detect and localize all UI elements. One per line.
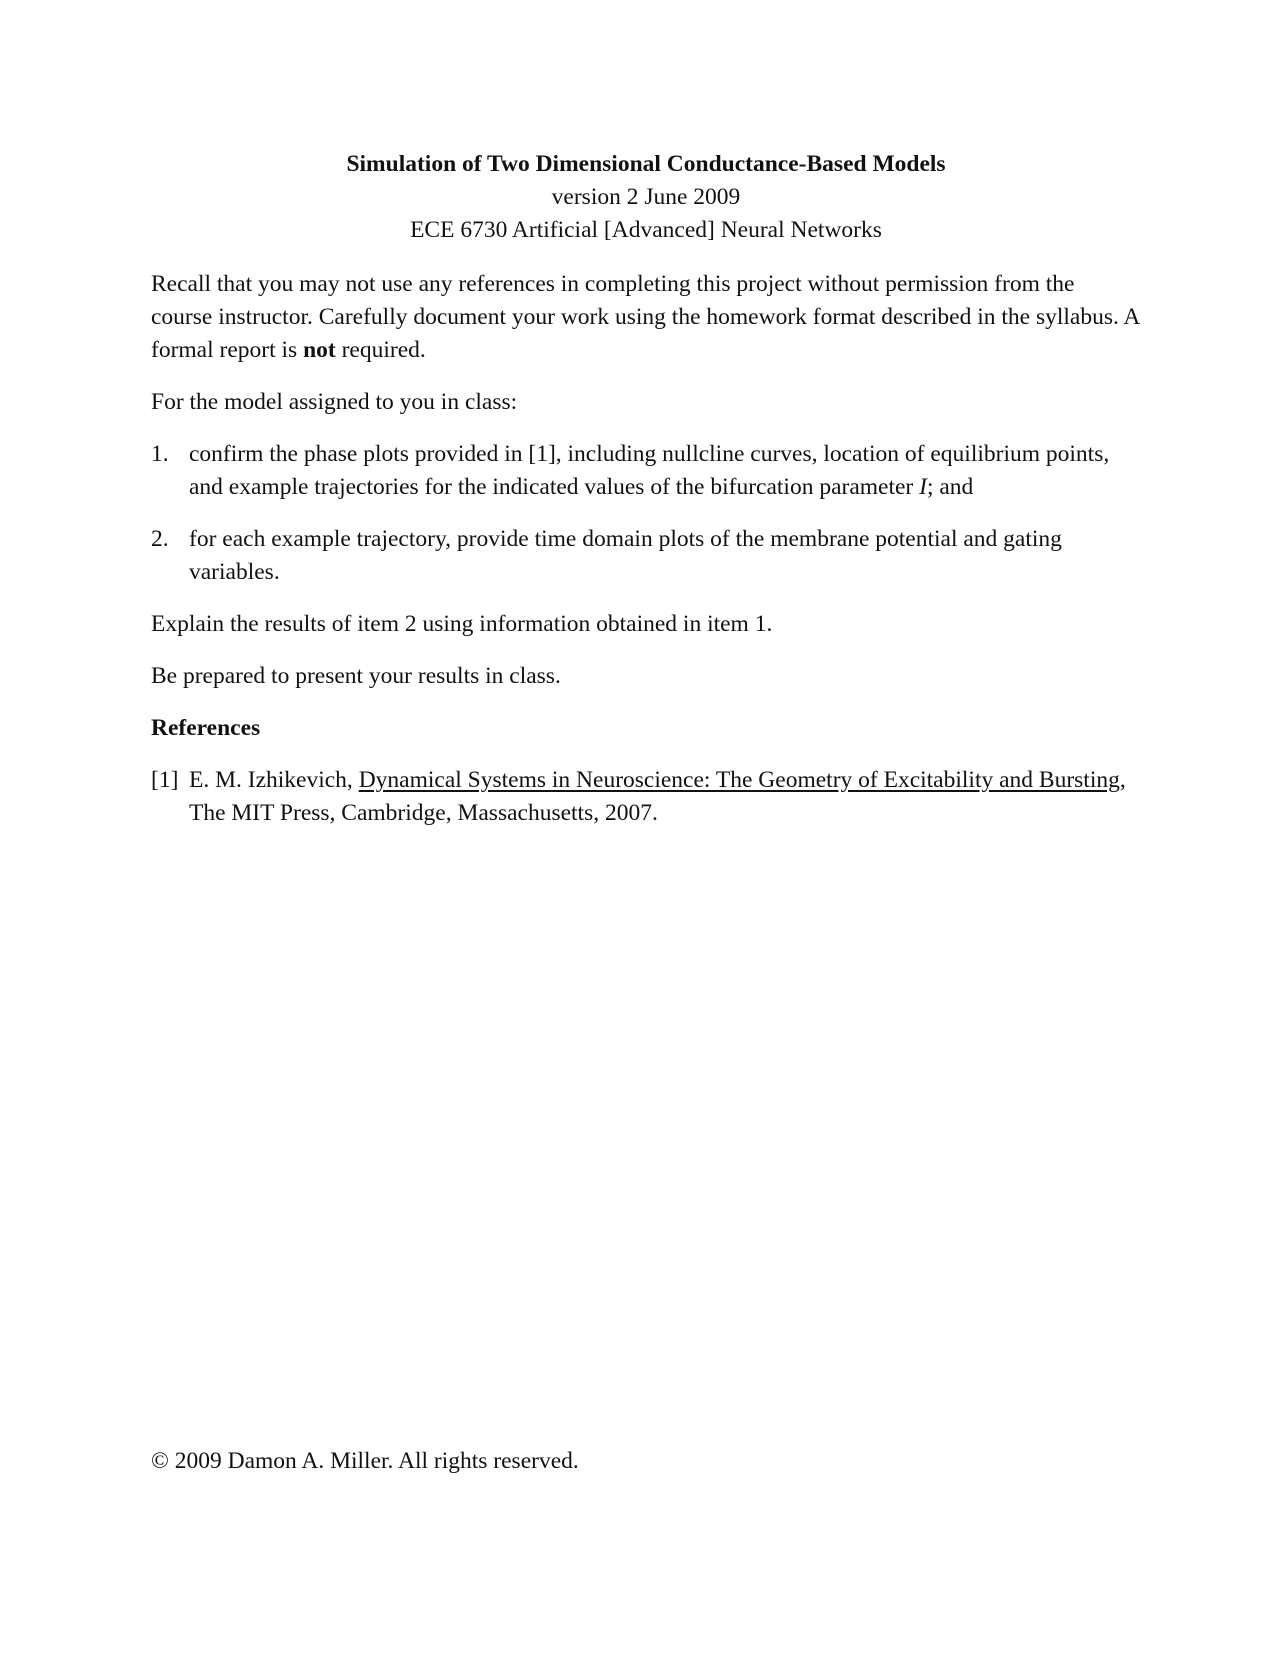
reference-book-title: Dynamical Systems in Neuroscience: The Geometry of Excitability and Bursting bbox=[358, 767, 1120, 793]
intro-emphasis: not bbox=[303, 337, 336, 363]
list-item bbox=[151, 523, 1141, 589]
list-item-number: 1. bbox=[151, 441, 169, 467]
document-body bbox=[151, 148, 1141, 830]
list-item-number: 2. bbox=[151, 526, 169, 552]
reference-item bbox=[151, 764, 1141, 830]
explain-paragraph: Explain the results of item 2 using information obtained in item 1. bbox=[151, 611, 773, 637]
bifurcation-parameter: I bbox=[919, 474, 927, 500]
course-name: ECE 6730 Artificial [Advanced] Neural Networks bbox=[410, 217, 882, 243]
document-version: version 2 June 2009 bbox=[551, 184, 741, 210]
assignment-lead: For the model assigned to you in class: bbox=[151, 389, 518, 415]
document-header bbox=[151, 148, 1141, 247]
reference-publisher: , The MIT Press, Cambridge, Massachusetts, 2007. bbox=[189, 767, 1126, 826]
document-title: Simulation of Two Dimensional Conductance-Based Models bbox=[346, 151, 946, 177]
intro-text: Recall that you may not use any references in completing this project without permission from the course instructor. Carefully document your work using the homework format described in the syllabus. A formal report is bbox=[151, 271, 1140, 363]
reference-number: [1] bbox=[151, 767, 179, 793]
list-item-text: confirm the phase plots provided in [1], including nullcline curves, location of equilibrium points, and example trajectories for the indicated values of the bifurcation parameter bbox=[189, 441, 1110, 500]
intro-text-end: required. bbox=[335, 337, 426, 363]
intro-paragraph bbox=[151, 268, 1141, 367]
list-item-text: for each example trajectory, provide time domain plots of the membrane potential and gating variables. bbox=[189, 526, 1062, 585]
task-list bbox=[151, 438, 1141, 589]
present-paragraph: Be prepared to present your results in class. bbox=[151, 663, 561, 689]
list-item-text-end: ; and bbox=[926, 474, 974, 500]
copyright-footer: © 2009 Damon A. Miller. All rights reserved. bbox=[151, 1448, 579, 1474]
list-item bbox=[151, 438, 1141, 504]
reference-author: E. M. Izhikevich, bbox=[189, 767, 359, 793]
references-heading: References bbox=[151, 715, 261, 741]
